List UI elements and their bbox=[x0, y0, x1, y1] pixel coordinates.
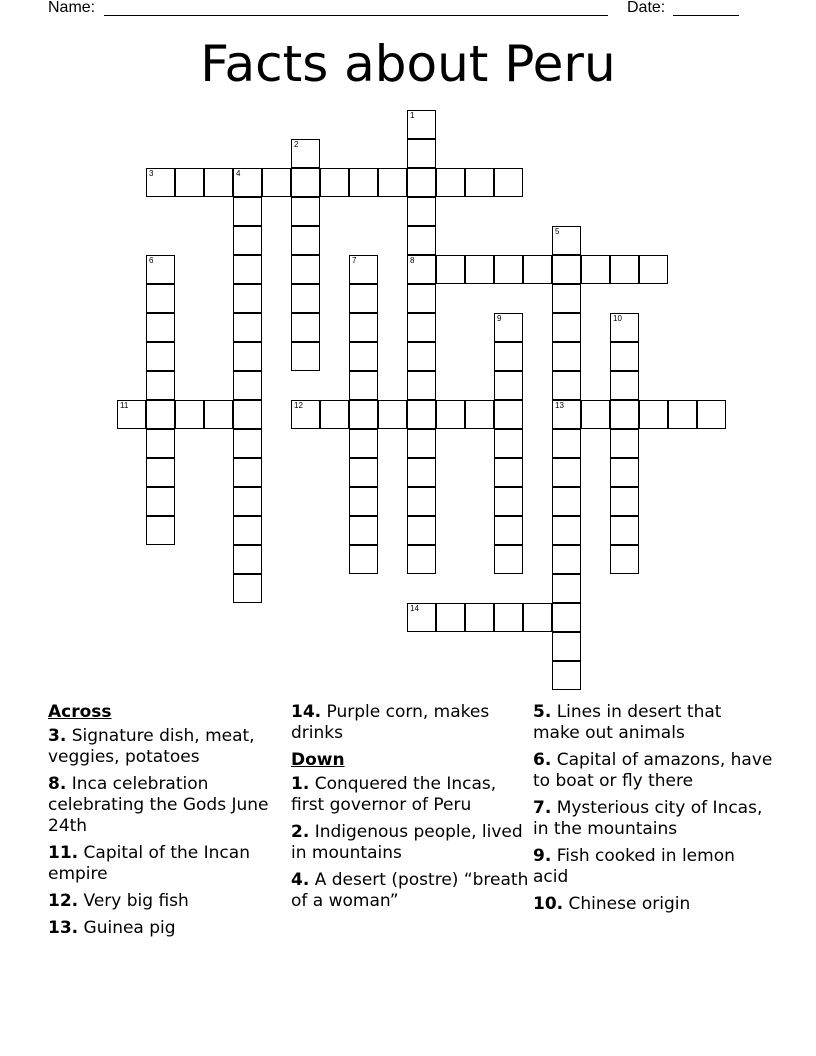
clue-across-14 bbox=[291, 702, 531, 744]
grid-cell[interactable] bbox=[494, 458, 523, 487]
clue-number: 11. bbox=[48, 843, 79, 863]
clue-text: Fish cooked in lemon acid bbox=[533, 846, 735, 887]
clue-column-1 bbox=[48, 702, 288, 945]
grid-cell[interactable] bbox=[436, 400, 465, 429]
grid-cell[interactable] bbox=[494, 545, 523, 574]
clue-text: Lines in desert that make out animals bbox=[533, 702, 722, 743]
clue-across-13 bbox=[48, 918, 288, 939]
grid-cell[interactable] bbox=[233, 458, 262, 487]
clue-text: Very big fish bbox=[83, 891, 189, 911]
grid-cell[interactable] bbox=[146, 516, 175, 545]
grid-cell[interactable] bbox=[407, 603, 436, 632]
clue-number: 13. bbox=[48, 918, 79, 938]
grid-cell[interactable] bbox=[639, 255, 668, 284]
clue-text: Capital of the Incan empire bbox=[48, 843, 250, 884]
grid-cell[interactable] bbox=[407, 284, 436, 313]
grid-cell[interactable] bbox=[262, 168, 291, 197]
clue-down-6 bbox=[533, 750, 773, 792]
grid-cell[interactable] bbox=[697, 400, 726, 429]
grid-cell[interactable] bbox=[610, 516, 639, 545]
grid-cell[interactable] bbox=[146, 168, 175, 197]
grid-cell[interactable] bbox=[407, 458, 436, 487]
grid-cell[interactable] bbox=[610, 487, 639, 516]
clue-number: 7. bbox=[533, 798, 552, 818]
clue-text: Signature dish, meat, veggies, potatoes bbox=[48, 726, 255, 767]
grid-cell[interactable] bbox=[146, 429, 175, 458]
name-label: Name: bbox=[48, 0, 96, 16]
grid-cell[interactable] bbox=[349, 371, 378, 400]
grid-cell[interactable] bbox=[407, 110, 436, 139]
clue-text: Indigenous people, lived in mountains bbox=[291, 822, 523, 863]
cell-number: 5 bbox=[555, 227, 560, 236]
grid-cell[interactable] bbox=[552, 284, 581, 313]
clue-down-5 bbox=[533, 702, 773, 744]
cell-number: 10 bbox=[613, 314, 622, 323]
grid-cell[interactable] bbox=[407, 313, 436, 342]
clue-across-11 bbox=[48, 843, 288, 885]
grid-cell[interactable] bbox=[407, 487, 436, 516]
grid-cell[interactable] bbox=[291, 342, 320, 371]
grid-cell[interactable] bbox=[233, 226, 262, 255]
clue-text: Inca celebration celebrating the Gods June 24th bbox=[48, 774, 269, 836]
grid-cell[interactable] bbox=[465, 255, 494, 284]
grid-cell[interactable] bbox=[552, 574, 581, 603]
grid-cell[interactable] bbox=[349, 545, 378, 574]
grid-cell[interactable] bbox=[233, 487, 262, 516]
grid-cell[interactable] bbox=[610, 545, 639, 574]
grid-cell[interactable] bbox=[233, 429, 262, 458]
cell-number: 9 bbox=[497, 314, 502, 323]
clue-text: Guinea pig bbox=[83, 918, 176, 938]
grid-cell[interactable] bbox=[146, 255, 175, 284]
grid-cell[interactable] bbox=[465, 400, 494, 429]
grid-cell[interactable] bbox=[523, 255, 552, 284]
grid-cell[interactable] bbox=[494, 400, 523, 429]
grid-cell[interactable] bbox=[610, 342, 639, 371]
grid-cell[interactable] bbox=[349, 516, 378, 545]
grid-cell[interactable] bbox=[349, 284, 378, 313]
grid-cell[interactable] bbox=[552, 226, 581, 255]
clue-text: Conquered the Incas, first governor of Peru bbox=[291, 774, 497, 815]
grid-cell[interactable] bbox=[378, 168, 407, 197]
date-label: Date: bbox=[627, 0, 666, 16]
grid-cell[interactable] bbox=[552, 516, 581, 545]
grid-cell[interactable] bbox=[552, 487, 581, 516]
grid-cell[interactable] bbox=[320, 400, 349, 429]
grid-cell[interactable] bbox=[291, 168, 320, 197]
clue-down-10 bbox=[533, 894, 773, 915]
grid-cell[interactable] bbox=[349, 400, 378, 429]
cell-number: 13 bbox=[555, 401, 564, 410]
grid-cell[interactable] bbox=[407, 342, 436, 371]
grid-cell[interactable] bbox=[146, 284, 175, 313]
grid-cell[interactable] bbox=[581, 400, 610, 429]
clue-column-2 bbox=[291, 702, 531, 918]
grid-cell[interactable] bbox=[407, 371, 436, 400]
grid-cell[interactable] bbox=[465, 168, 494, 197]
clue-down-7 bbox=[533, 798, 773, 840]
page-title: Facts about Peru bbox=[200, 35, 616, 93]
grid-cell[interactable] bbox=[436, 603, 465, 632]
clue-number: 8. bbox=[48, 774, 67, 794]
grid-cell[interactable] bbox=[407, 197, 436, 226]
grid-cell[interactable] bbox=[233, 284, 262, 313]
grid-cell[interactable] bbox=[407, 168, 436, 197]
grid-cell[interactable] bbox=[494, 313, 523, 342]
cell-number: 6 bbox=[149, 256, 154, 265]
cell-number: 1 bbox=[410, 111, 415, 120]
clue-number: 12. bbox=[48, 891, 79, 911]
grid-cell[interactable] bbox=[494, 603, 523, 632]
grid-cell[interactable] bbox=[610, 400, 639, 429]
clue-down-1 bbox=[291, 774, 531, 816]
grid-cell[interactable] bbox=[233, 255, 262, 284]
grid-cell[interactable] bbox=[146, 487, 175, 516]
grid-cell[interactable] bbox=[610, 371, 639, 400]
grid-cell[interactable] bbox=[349, 168, 378, 197]
grid-cell[interactable] bbox=[552, 632, 581, 661]
clue-column-3 bbox=[533, 702, 773, 921]
grid-cell[interactable] bbox=[494, 255, 523, 284]
clue-number: 14. bbox=[291, 702, 322, 722]
grid-cell[interactable] bbox=[146, 371, 175, 400]
grid-cell[interactable] bbox=[407, 545, 436, 574]
clue-across-8 bbox=[48, 774, 288, 837]
grid-cell[interactable] bbox=[233, 400, 262, 429]
grid-cell[interactable] bbox=[668, 400, 697, 429]
grid-cell[interactable] bbox=[291, 139, 320, 168]
grid-cell[interactable] bbox=[494, 487, 523, 516]
grid-cell[interactable] bbox=[610, 255, 639, 284]
grid-cell[interactable] bbox=[494, 342, 523, 371]
grid-cell[interactable] bbox=[552, 458, 581, 487]
clue-number: 2. bbox=[291, 822, 310, 842]
cell-number: 8 bbox=[410, 256, 415, 265]
grid-cell[interactable] bbox=[233, 574, 262, 603]
grid-cell[interactable] bbox=[407, 226, 436, 255]
grid-cell[interactable] bbox=[610, 313, 639, 342]
grid-cell[interactable] bbox=[146, 458, 175, 487]
clue-number: 1. bbox=[291, 774, 310, 794]
grid-cell[interactable] bbox=[436, 168, 465, 197]
grid-cell[interactable] bbox=[494, 516, 523, 545]
clue-text: Capital of amazons, have to boat or fly there bbox=[533, 750, 773, 791]
grid-cell[interactable] bbox=[407, 139, 436, 168]
grid-cell[interactable] bbox=[494, 371, 523, 400]
across-heading: Across bbox=[48, 702, 112, 722]
down-heading: Down bbox=[291, 750, 345, 770]
grid-cell[interactable] bbox=[291, 255, 320, 284]
clue-across-3 bbox=[48, 726, 288, 768]
grid-cell[interactable] bbox=[349, 255, 378, 284]
grid-cell[interactable] bbox=[233, 545, 262, 574]
cell-number: 2 bbox=[294, 140, 299, 149]
grid-cell[interactable] bbox=[349, 458, 378, 487]
clue-text: Chinese origin bbox=[568, 894, 691, 914]
clue-text: A desert (postre) “breath of a woman” bbox=[291, 870, 529, 911]
grid-cell[interactable] bbox=[233, 313, 262, 342]
grid-cell[interactable] bbox=[233, 516, 262, 545]
grid-cell[interactable] bbox=[204, 168, 233, 197]
cell-number: 12 bbox=[294, 401, 303, 410]
grid-cell[interactable] bbox=[552, 342, 581, 371]
grid-cell[interactable] bbox=[552, 603, 581, 632]
grid-cell[interactable] bbox=[146, 313, 175, 342]
clue-number: 5. bbox=[533, 702, 552, 722]
grid-cell[interactable] bbox=[117, 400, 146, 429]
grid-cell[interactable] bbox=[349, 487, 378, 516]
clue-across-12 bbox=[48, 891, 288, 912]
clue-text: Mysterious city of Incas, in the mountains bbox=[533, 798, 763, 839]
grid-cell[interactable] bbox=[436, 255, 465, 284]
grid-cell[interactable] bbox=[494, 168, 523, 197]
clue-down-9 bbox=[533, 846, 773, 888]
grid-cell[interactable] bbox=[146, 342, 175, 371]
clue-number: 4. bbox=[291, 870, 310, 890]
grid-cell[interactable] bbox=[552, 429, 581, 458]
grid-cell[interactable] bbox=[233, 197, 262, 226]
cell-number: 7 bbox=[352, 256, 357, 265]
grid-cell[interactable] bbox=[175, 168, 204, 197]
grid-cell[interactable] bbox=[291, 313, 320, 342]
grid-cell[interactable] bbox=[523, 603, 552, 632]
grid-cell[interactable] bbox=[552, 371, 581, 400]
grid-cell[interactable] bbox=[610, 429, 639, 458]
clue-number: 10. bbox=[533, 894, 564, 914]
grid-cell[interactable] bbox=[552, 545, 581, 574]
grid-cell[interactable] bbox=[407, 516, 436, 545]
grid-cell[interactable] bbox=[581, 255, 610, 284]
clue-down-2 bbox=[291, 822, 531, 864]
clue-number: 6. bbox=[533, 750, 552, 770]
grid-cell[interactable] bbox=[610, 458, 639, 487]
cell-number: 4 bbox=[236, 169, 241, 178]
grid-cell[interactable] bbox=[291, 400, 320, 429]
grid-cell[interactable] bbox=[291, 197, 320, 226]
grid-cell[interactable] bbox=[204, 400, 233, 429]
grid-cell[interactable] bbox=[407, 255, 436, 284]
grid-cell[interactable] bbox=[465, 603, 494, 632]
grid-cell[interactable] bbox=[146, 400, 175, 429]
cell-number: 3 bbox=[149, 169, 154, 178]
grid-cell[interactable] bbox=[552, 313, 581, 342]
grid-cell[interactable] bbox=[407, 400, 436, 429]
grid-cell[interactable] bbox=[407, 429, 436, 458]
cell-number: 14 bbox=[410, 604, 419, 613]
grid-cell[interactable] bbox=[552, 255, 581, 284]
clue-number: 3. bbox=[48, 726, 67, 746]
grid-cell[interactable] bbox=[291, 284, 320, 313]
grid-cell[interactable] bbox=[349, 313, 378, 342]
grid-cell[interactable] bbox=[378, 400, 407, 429]
grid-cell[interactable] bbox=[639, 400, 668, 429]
grid-cell[interactable] bbox=[349, 342, 378, 371]
grid-cell[interactable] bbox=[175, 400, 204, 429]
clue-number: 9. bbox=[533, 846, 552, 866]
grid-cell[interactable] bbox=[349, 429, 378, 458]
grid-cell[interactable] bbox=[552, 400, 581, 429]
clue-text: Purple corn, makes drinks bbox=[291, 702, 490, 743]
grid-cell[interactable] bbox=[320, 168, 349, 197]
clue-down-4 bbox=[291, 870, 531, 912]
grid-cell[interactable] bbox=[494, 429, 523, 458]
grid-cell[interactable] bbox=[552, 661, 581, 690]
cell-number: 11 bbox=[120, 401, 129, 410]
grid-cell[interactable] bbox=[291, 226, 320, 255]
grid-cell[interactable] bbox=[233, 168, 262, 197]
grid-cell[interactable] bbox=[233, 342, 262, 371]
grid-cell[interactable] bbox=[233, 371, 262, 400]
